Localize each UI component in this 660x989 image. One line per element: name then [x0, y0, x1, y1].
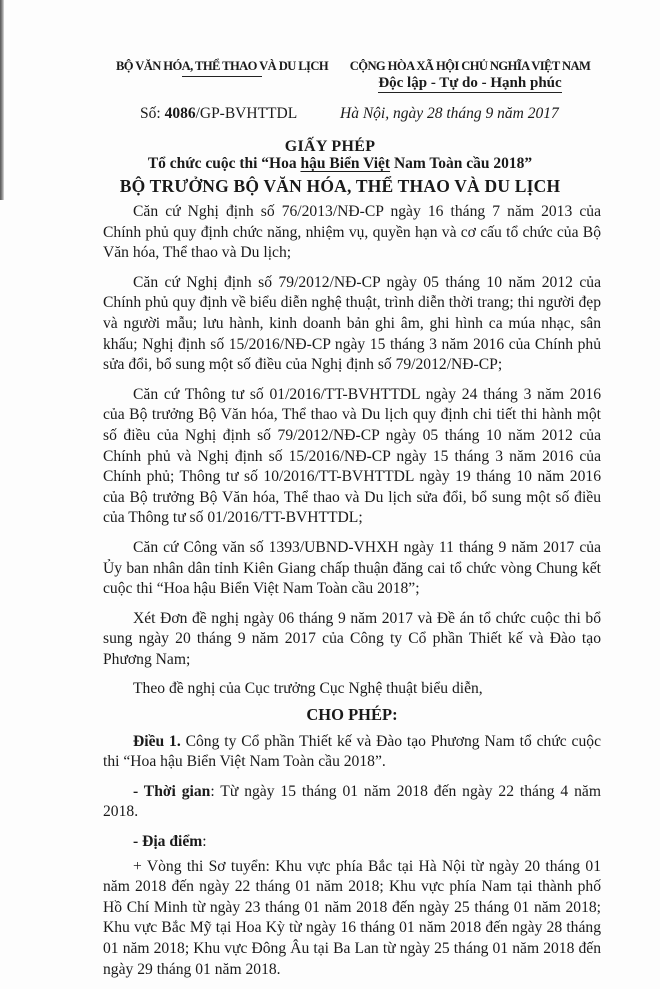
preamble-paragraph: Căn cứ Thông tư số 01/2016/TT-BVHTTDL ngày 24 tháng 3 năm 2016 của Bộ trưởng Bộ Văn hóa, Thể thao và Du lịch quy định chi tiết thi hành một số điều của Nghị định số 79/2012/NĐ-CP ngày 05 tháng 10 năm 2012 của Chính phủ và Nghị định số 15/2016/NĐ-CP ngày 15 tháng 3 năm 2016 của Chính phủ; Thông tư số 10/2016/TT-BVHTTDL ngày 19 tháng 10 năm 2016 của Bộ trưởng Bộ Văn hóa, Thể thao và Du lịch sửa đổi, bổ sung một số điều của Thông tư số 01/2016/TT-BVHTTDL; — [103, 385, 601, 527]
scan-edge-shadow — [0, 0, 4, 200]
subject-prefix: Tổ chức cuộc thi “Hoa — [147, 155, 301, 172]
time-text: : Từ ngày 15 tháng 01 năm 2018 đến ngày 22 tháng 4 năm 2018. — [103, 782, 601, 821]
document-number — [140, 105, 297, 123]
time-line — [103, 782, 601, 823]
nation-name: CỘNG HÒA XÃ HỘI CHỦ NGHĨA VIỆT NAM — [349, 59, 591, 73]
document-type: GIẤY PHÉP — [284, 138, 376, 155]
preamble-paragraph: Xét Đơn đề nghị ngày 06 tháng 9 năm 2017 và Đề án tổ chức cuộc thi bổ sung ngày 20 tháng 9 năm 2017 của Công ty Cổ phần Thiết kế và Đào tạo Phương Nam; — [103, 609, 601, 668]
preliminary-round: + Vòng thi Sơ tuyển: Khu vực phía Bắc tại Hà Nội từ ngày 20 tháng 01 năm 2018 đến ngày 22 tháng 01 năm 2018; Khu vực phía Nam tại thành phố Hồ Chí Minh từ ngày 23 tháng 01 năm 2018 đến ngày 25 tháng 01 năm 2018; Khu vực Bắc Mỹ tại Hoa Kỳ từ ngày 16 tháng 01 năm 2018 đến ngày 28 tháng 01 năm 2018; Khu vực Đông Âu tại Ba Lan từ ngày 25 tháng 01 năm 2018 đến ngày 29 tháng 01 năm 2018. — [103, 857, 601, 978]
document-subject — [60, 155, 620, 173]
issuer-title: BỘ TRƯỞNG BỘ VĂN HÓA, THỂ THAO VÀ DU LỊCH — [119, 176, 561, 196]
place-date: Hà Nội, ngày 28 tháng 9 năm 2017 — [340, 105, 559, 122]
document-body — [103, 202, 601, 989]
doc-number-value: 4086 — [164, 105, 196, 122]
location-label: - Địa điểm — [133, 833, 203, 851]
preamble-paragraph: Căn cứ Nghị định số 76/2013/NĐ-CP ngày 16 tháng 7 năm 2013 của Chính phủ quy định chức năng, nhiệm vụ, quyền hạn và cơ cấu tổ chức của Bộ Văn hóa, Thể thao và Du lịch; — [103, 203, 601, 262]
decision-heading: CHO PHÉP: — [306, 705, 398, 725]
national-motto: Độc lập - Tự do - Hạnh phúc — [378, 75, 562, 91]
preamble-paragraph: Căn cứ Công văn số 1393/UBND-VHXH ngày 11 tháng 9 năm 2017 của Ủy ban nhân dân tỉnh Kiên Giang chấp thuận đăng cai tổ chức vòng Chung kết cuộc thi “Hoa hậu Biển Việt Nam Toàn cầu 2018”; — [103, 538, 601, 598]
doc-number-prefix: Số: — [140, 105, 165, 122]
location-text: : — [202, 833, 207, 851]
preamble-paragraph: Theo đề nghị của Cục trưởng Cục Nghệ thuật biểu diễn, — [133, 680, 483, 698]
article-1-text: Công ty Cổ phần Thiết kế và Đào tạo Phương Nam tổ chức cuộc thi “Hoa hậu Biển Việt Nam Toàn cầu 2018”. — [103, 732, 601, 771]
article-1-label: Điều 1. — [133, 732, 181, 750]
ministry-underline — [182, 76, 262, 77]
national-header — [330, 59, 610, 93]
article-1 — [103, 732, 601, 773]
doc-number-suffix: /GP-BVHTTDL — [195, 105, 298, 122]
preamble-paragraph: Căn cứ Nghị định số 79/2012/NĐ-CP ngày 05 tháng 10 năm 2012 của Chính phủ quy định về biểu diễn nghệ thuật, trình diễn thời trang; thi người đẹp và người mẫu; lưu hành, kinh doanh bản ghi âm, ghi hình ca múa nhạc, sân khấu; Nghị định số 15/2016/NĐ-CP ngày 15 tháng 3 năm 2016 của Chính phủ sửa đổi, bổ sung một số điều của Nghị định số 79/2012/NĐ-CP; — [103, 273, 601, 374]
time-label: - Thời gian — [133, 782, 211, 800]
subject-underlined: hậu Biển Việt — [300, 155, 391, 172]
location-line — [103, 832, 601, 853]
issuing-ministry — [112, 59, 332, 77]
ministry-name: BỘ VĂN HÓA, THỂ THAO VÀ DU LỊCH — [115, 59, 329, 73]
subject-suffix: Nam Toàn cầu 2018” — [390, 155, 533, 172]
